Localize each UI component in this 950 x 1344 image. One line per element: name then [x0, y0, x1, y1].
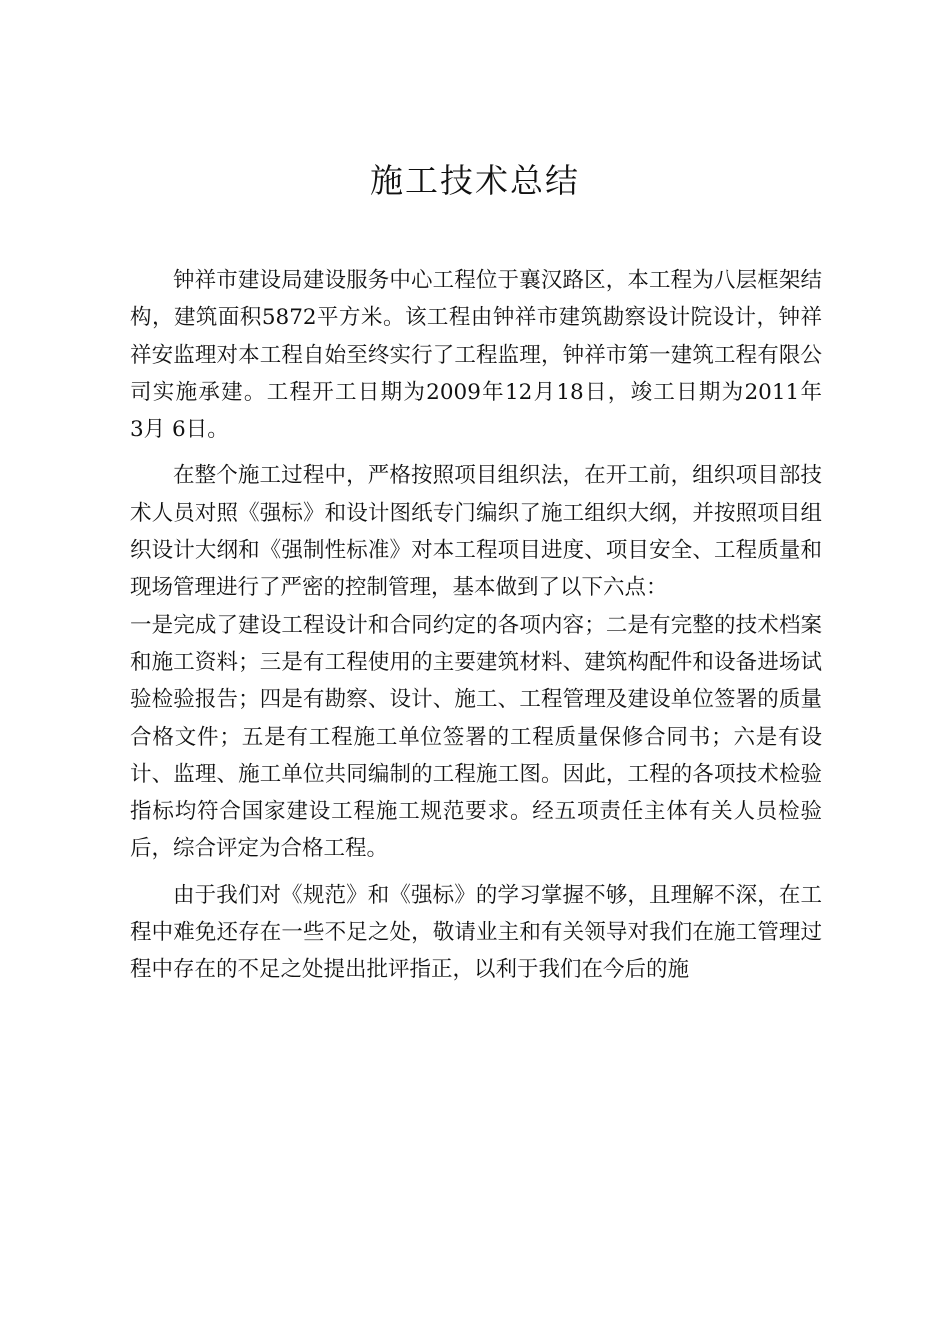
paragraph-six-points: 一是完成了建设工程设计和合同约定的各项内容；二是有完整的技术档案和施工资料；三是有工程使用的主要建筑材料、建筑构配件和设备进场试验检验报告；四是有勘察、设计、施工、工程管理及建设单位签署的质量合格文件；五是有工程施工单位签署的工程质量保修合同书；六是有设计、监理、施工单位共同编制的工程施工图。因此，工程的各项技术检验指标均符合国家建设工程施工规范要求。经五项责任主体有关人员检验后，综合评定为合格工程。 — [130, 612, 822, 862]
document-body — [130, 262, 844, 989]
paragraph-construction-process: 在整个施工过程中，严格按照项目组织法，在开工前，组织项目部技术人员对照《强标》和设计图纸专门编织了施工组织大纲，并按照项目组织设计大纲和《强制性标准》对本工程项目进度、项目安全、工程质量和现场管理进行了严密的控制管理，基本做到了以下六点： — [130, 463, 822, 601]
paragraph-closing: 由于我们对《规范》和《强标》的学习掌握不够，且理解不深，在工程中难免还存在一些不足之处，敬请业主和有关领导对我们在施工管理过程中存在的不足之处提出批评指正，以利于我们在今后的施 — [130, 882, 822, 983]
paragraph-project-overview: 钟祥市建设局建设服务中心工程位于襄汉路区，本工程为八层框架结构，建筑面积5872平方米。该工程由钟祥市建筑勘察设计院设计，钟祥祥安监理对本工程自始至终实行了工程监理，钟祥市第一建筑工程有限公司实施承建。工程开工日期为2009年12月18日，竣工日期为2011年 3月 6日。 — [130, 268, 844, 443]
document-title: 施工技术总结 — [370, 161, 580, 200]
